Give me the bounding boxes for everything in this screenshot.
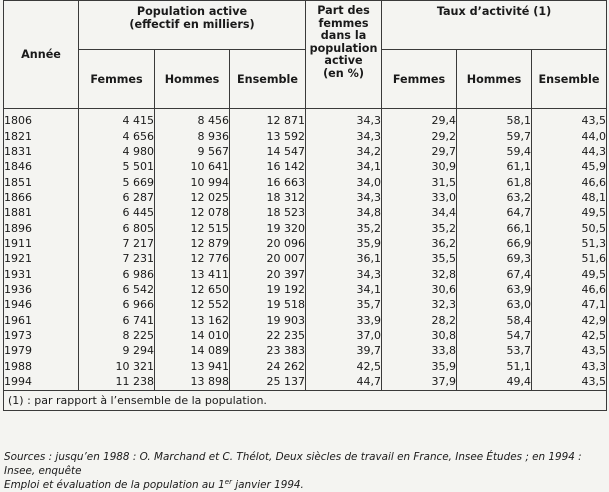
header-pop-hommes: Hommes xyxy=(155,50,230,109)
cell-pop-hommes: 8 936 xyxy=(155,128,230,143)
table-row xyxy=(4,109,607,129)
cell-taux-hommes: 63,2 xyxy=(457,190,532,205)
cell-pop-ensemble: 16 142 xyxy=(230,159,306,174)
cell-taux-femmes: 29,7 xyxy=(382,144,457,159)
cell-taux-femmes: 36,2 xyxy=(382,236,457,251)
sources-text-part2: Emploi et évaluation de la population au 1 xyxy=(4,479,225,491)
cell-part-femmes: 35,2 xyxy=(306,220,382,235)
cell-pop-femmes: 8 225 xyxy=(79,328,155,343)
table-row xyxy=(4,144,607,159)
cell-taux-hommes: 61,8 xyxy=(457,174,532,189)
cell-pop-femmes: 6 445 xyxy=(79,205,155,220)
cell-pop-ensemble: 14 547 xyxy=(230,144,306,159)
cell-pop-hommes: 13 898 xyxy=(155,374,230,391)
cell-taux-ensemble: 49,5 xyxy=(532,205,607,220)
cell-part-femmes: 34,1 xyxy=(306,159,382,174)
cell-pop-ensemble: 18 523 xyxy=(230,205,306,220)
cell-taux-ensemble: 49,5 xyxy=(532,266,607,281)
cell-part-femmes: 34,3 xyxy=(306,109,382,129)
cell-taux-femmes: 33,8 xyxy=(382,343,457,358)
sources-text-part1: Sources : jusqu’en 1988 : O. Marchand et C. Thélot, Deux siècles de travail en France, Insee Études ; en 1994 : Insee, enquête xyxy=(4,451,582,477)
cell-pop-femmes: 7 231 xyxy=(79,251,155,266)
cell-year: 1911 xyxy=(4,236,79,251)
cell-part-femmes: 34,8 xyxy=(306,205,382,220)
table-row xyxy=(4,343,607,358)
cell-taux-ensemble: 44,3 xyxy=(532,144,607,159)
cell-part-femmes: 34,3 xyxy=(306,266,382,281)
cell-pop-femmes: 6 986 xyxy=(79,266,155,281)
cell-pop-ensemble: 18 312 xyxy=(230,190,306,205)
cell-part-femmes: 34,3 xyxy=(306,128,382,143)
cell-part-femmes: 37,0 xyxy=(306,328,382,343)
cell-pop-femmes: 6 542 xyxy=(79,282,155,297)
cell-pop-ensemble: 19 903 xyxy=(230,312,306,327)
cell-pop-hommes: 12 879 xyxy=(155,236,230,251)
cell-part-femmes: 34,1 xyxy=(306,282,382,297)
cell-taux-femmes: 29,2 xyxy=(382,128,457,143)
table-row xyxy=(4,266,607,281)
cell-part-femmes: 42,5 xyxy=(306,359,382,374)
cell-pop-hommes: 12 552 xyxy=(155,297,230,312)
cell-pop-ensemble: 19 320 xyxy=(230,220,306,235)
header-population-active-line2: (effectif en milliers) xyxy=(129,18,255,31)
table-footnote: (1) : par rapport à l’ensemble de la population. xyxy=(4,391,607,411)
cell-pop-hommes: 12 078 xyxy=(155,205,230,220)
cell-taux-ensemble: 43,5 xyxy=(532,109,607,129)
cell-taux-hommes: 64,7 xyxy=(457,205,532,220)
cell-part-femmes: 34,0 xyxy=(306,174,382,189)
cell-taux-femmes: 34,4 xyxy=(382,205,457,220)
cell-part-femmes: 44,7 xyxy=(306,374,382,391)
cell-taux-hommes: 59,7 xyxy=(457,128,532,143)
header-year: Année xyxy=(4,1,79,109)
table-row xyxy=(4,312,607,327)
cell-pop-hommes: 12 515 xyxy=(155,220,230,235)
cell-taux-hommes: 53,7 xyxy=(457,343,532,358)
cell-taux-femmes: 30,9 xyxy=(382,159,457,174)
cell-taux-ensemble: 43,5 xyxy=(532,374,607,391)
table-row xyxy=(4,297,607,312)
cell-pop-ensemble: 22 235 xyxy=(230,328,306,343)
header-taux-activite: Taux d’activité (1) xyxy=(382,1,607,50)
cell-pop-femmes: 11 238 xyxy=(79,374,155,391)
cell-taux-ensemble: 46,6 xyxy=(532,174,607,189)
header-part-line5: active xyxy=(324,54,363,67)
cell-pop-hommes: 13 162 xyxy=(155,312,230,327)
table-row xyxy=(4,205,607,220)
cell-taux-ensemble: 45,9 xyxy=(532,159,607,174)
cell-year: 1866 xyxy=(4,190,79,205)
cell-taux-femmes: 35,9 xyxy=(382,359,457,374)
cell-pop-hommes: 14 010 xyxy=(155,328,230,343)
table-row xyxy=(4,128,607,143)
header-pop-femmes: Femmes xyxy=(79,50,155,109)
cell-taux-hommes: 58,1 xyxy=(457,109,532,129)
header-population-active-line1: Population active xyxy=(136,5,248,18)
cell-taux-ensemble: 48,1 xyxy=(532,190,607,205)
header-part-line2: femmes xyxy=(318,16,369,30)
population-table xyxy=(3,0,607,411)
cell-part-femmes: 36,1 xyxy=(306,251,382,266)
cell-part-femmes: 33,9 xyxy=(306,312,382,327)
cell-pop-femmes: 5 501 xyxy=(79,159,155,174)
cell-pop-femmes: 4 980 xyxy=(79,144,155,159)
cell-taux-hommes: 51,1 xyxy=(457,359,532,374)
cell-pop-ensemble: 19 518 xyxy=(230,297,306,312)
cell-taux-femmes: 32,8 xyxy=(382,266,457,281)
cell-year: 1973 xyxy=(4,328,79,343)
cell-taux-femmes: 33,0 xyxy=(382,190,457,205)
cell-taux-femmes: 30,6 xyxy=(382,282,457,297)
cell-pop-ensemble: 25 137 xyxy=(230,374,306,391)
cell-year: 1936 xyxy=(4,282,79,297)
cell-pop-ensemble: 24 262 xyxy=(230,359,306,374)
cell-pop-hommes: 12 776 xyxy=(155,251,230,266)
header-pop-ensemble: Ensemble xyxy=(230,50,306,109)
cell-pop-femmes: 6 287 xyxy=(79,190,155,205)
table-row xyxy=(4,220,607,235)
cell-taux-ensemble: 46,6 xyxy=(532,282,607,297)
cell-year: 1988 xyxy=(4,359,79,374)
header-population-active xyxy=(79,1,306,50)
cell-year: 1946 xyxy=(4,297,79,312)
table-row xyxy=(4,328,607,343)
cell-taux-ensemble: 51,6 xyxy=(532,251,607,266)
cell-taux-femmes: 28,2 xyxy=(382,312,457,327)
cell-taux-ensemble: 42,5 xyxy=(532,328,607,343)
cell-taux-ensemble: 43,3 xyxy=(532,359,607,374)
cell-year: 1881 xyxy=(4,205,79,220)
cell-taux-hommes: 49,4 xyxy=(457,374,532,391)
cell-taux-hommes: 63,0 xyxy=(457,297,532,312)
cell-taux-hommes: 67,4 xyxy=(457,266,532,281)
cell-part-femmes: 34,3 xyxy=(306,190,382,205)
header-taux-ensemble: Ensemble xyxy=(532,50,607,109)
header-part-femmes xyxy=(306,1,382,109)
table-row xyxy=(4,190,607,205)
table-row xyxy=(4,282,607,297)
cell-pop-hommes: 8 456 xyxy=(155,109,230,129)
cell-taux-hommes: 59,4 xyxy=(457,144,532,159)
cell-taux-ensemble: 42,9 xyxy=(532,312,607,327)
sources-note xyxy=(4,450,604,492)
cell-pop-ensemble: 20 007 xyxy=(230,251,306,266)
cell-taux-hommes: 69,3 xyxy=(457,251,532,266)
cell-part-femmes: 35,9 xyxy=(306,236,382,251)
cell-year: 1931 xyxy=(4,266,79,281)
table-row xyxy=(4,159,607,174)
cell-pop-hommes: 13 941 xyxy=(155,359,230,374)
cell-year: 1846 xyxy=(4,159,79,174)
cell-pop-hommes: 10 994 xyxy=(155,174,230,189)
cell-pop-femmes: 5 669 xyxy=(79,174,155,189)
cell-pop-femmes: 10 321 xyxy=(79,359,155,374)
cell-year: 1821 xyxy=(4,128,79,143)
cell-pop-ensemble: 20 397 xyxy=(230,266,306,281)
header-part-line6: (en %) xyxy=(323,66,364,80)
table-row xyxy=(4,374,607,391)
table-body xyxy=(4,109,607,391)
cell-pop-femmes: 6 966 xyxy=(79,297,155,312)
cell-pop-ensemble: 16 663 xyxy=(230,174,306,189)
cell-pop-hommes: 12 025 xyxy=(155,190,230,205)
cell-pop-femmes: 6 741 xyxy=(79,312,155,327)
cell-pop-ensemble: 12 871 xyxy=(230,109,306,129)
cell-taux-hommes: 66,1 xyxy=(457,220,532,235)
table-row xyxy=(4,359,607,374)
header-taux-hommes: Hommes xyxy=(457,50,532,109)
cell-year: 1851 xyxy=(4,174,79,189)
cell-pop-hommes: 12 650 xyxy=(155,282,230,297)
cell-pop-femmes: 7 217 xyxy=(79,236,155,251)
header-part-line4: population xyxy=(309,41,378,55)
cell-pop-ensemble: 19 192 xyxy=(230,282,306,297)
cell-taux-femmes: 30,8 xyxy=(382,328,457,343)
cell-pop-ensemble: 13 592 xyxy=(230,128,306,143)
header-part-line1: Part des xyxy=(317,4,370,17)
header-part-line3: dans la xyxy=(320,29,367,42)
cell-pop-hommes: 13 411 xyxy=(155,266,230,281)
sources-superscript: er xyxy=(224,478,232,486)
cell-year: 1921 xyxy=(4,251,79,266)
cell-taux-femmes: 35,5 xyxy=(382,251,457,266)
cell-taux-ensemble: 44,0 xyxy=(532,128,607,143)
cell-taux-ensemble: 51,3 xyxy=(532,236,607,251)
cell-taux-femmes: 32,3 xyxy=(382,297,457,312)
cell-taux-hommes: 61,1 xyxy=(457,159,532,174)
cell-pop-femmes: 4 415 xyxy=(79,109,155,129)
cell-year: 1994 xyxy=(4,374,79,391)
cell-pop-femmes: 4 656 xyxy=(79,128,155,143)
cell-taux-femmes: 31,5 xyxy=(382,174,457,189)
cell-pop-hommes: 14 089 xyxy=(155,343,230,358)
cell-taux-hommes: 63,9 xyxy=(457,282,532,297)
cell-year: 1831 xyxy=(4,144,79,159)
cell-taux-ensemble: 47,1 xyxy=(532,297,607,312)
cell-part-femmes: 39,7 xyxy=(306,343,382,358)
cell-year: 1806 xyxy=(4,109,79,129)
table-row xyxy=(4,236,607,251)
cell-taux-hommes: 66,9 xyxy=(457,236,532,251)
cell-year: 1979 xyxy=(4,343,79,358)
cell-pop-hommes: 9 567 xyxy=(155,144,230,159)
cell-taux-hommes: 54,7 xyxy=(457,328,532,343)
cell-pop-hommes: 10 641 xyxy=(155,159,230,174)
cell-taux-ensemble: 43,5 xyxy=(532,343,607,358)
cell-pop-femmes: 6 805 xyxy=(79,220,155,235)
sources-text-part3: janvier 1994. xyxy=(231,479,304,491)
cell-year: 1896 xyxy=(4,220,79,235)
table-row xyxy=(4,251,607,266)
cell-part-femmes: 34,2 xyxy=(306,144,382,159)
header-taux-femmes: Femmes xyxy=(382,50,457,109)
cell-taux-femmes: 35,2 xyxy=(382,220,457,235)
table-row xyxy=(4,174,607,189)
cell-pop-femmes: 9 294 xyxy=(79,343,155,358)
cell-taux-hommes: 58,4 xyxy=(457,312,532,327)
cell-year: 1961 xyxy=(4,312,79,327)
cell-taux-femmes: 29,4 xyxy=(382,109,457,129)
cell-part-femmes: 35,7 xyxy=(306,297,382,312)
cell-taux-femmes: 37,9 xyxy=(382,374,457,391)
cell-pop-ensemble: 20 096 xyxy=(230,236,306,251)
cell-taux-ensemble: 50,5 xyxy=(532,220,607,235)
cell-pop-ensemble: 23 383 xyxy=(230,343,306,358)
